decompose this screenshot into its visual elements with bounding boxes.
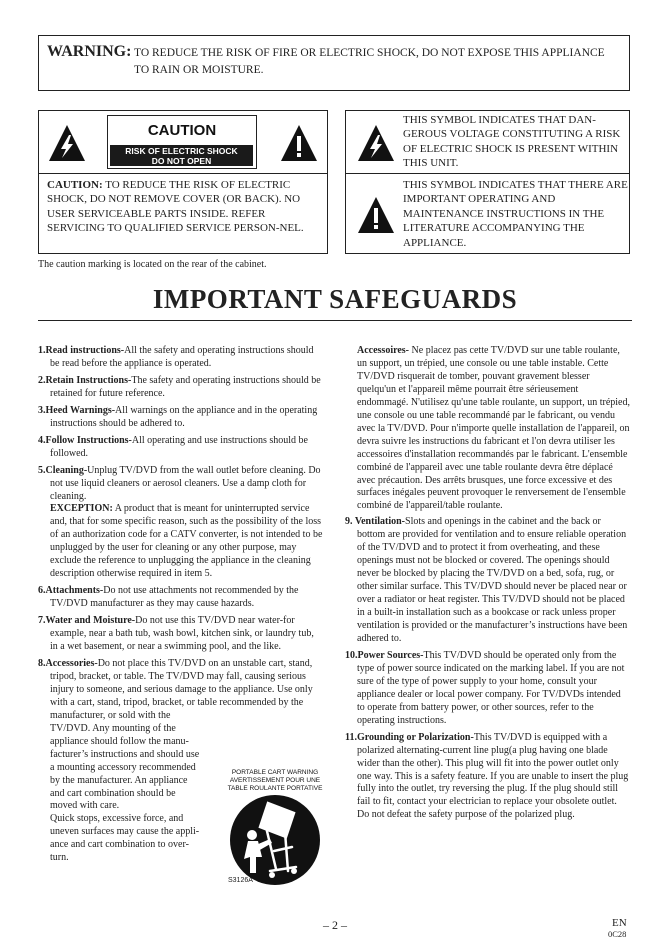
safeguard-item-9 <box>345 516 631 646</box>
item-8-line: a mounting accessory recommended <box>50 761 196 773</box>
accessoires-body: Ne placez pas cette TV/DVD sur une table roulante, un support, un trépied, une console ou une table instable. Cette TV/DVD risquerait de tomber, pouvant gravement blesser quelqu'un et l'appareil même pourrait être sérieusement endommagé. N'utilisez qu'une table roulante, un support, un trépied, une console ou une table recommandé par le fabricant, ou vendu avec la TV/DVD. Pour n'importe quelle installation de l'appareil, on devra suivre les instructions du fabricant et l'on devra utiliser les accessoires d'installation recommandés par le fabricant. L'ensemble combiné de l'appareil avec une table roulante devra être déplacé avec précaution. Des arrêts brusques, une force excessive et des surfaces inégales peuvent provoquer le renversement de l'ensemble combiné de l'appareil/table roulante. <box>357 345 630 512</box>
item-8-line: and cart combination should be <box>50 787 176 799</box>
safeguard-item-2 <box>38 375 324 401</box>
symbol-divider <box>346 173 629 174</box>
item-8-line: facturer’s instructions and should use <box>50 748 200 760</box>
item-body: All warnings on the appliance and in the operating instructions should be adhered to. <box>50 404 318 429</box>
item-heading: 8.Accessories- <box>38 657 98 669</box>
safeguard-item-7 <box>38 615 324 654</box>
item-8-line: appliance should follow the manu- <box>50 735 189 747</box>
item-heading: 10.Power Sources- <box>345 649 424 661</box>
safeguard-item-5 <box>38 465 324 504</box>
safeguard-item-6 <box>38 585 324 611</box>
caution-title: CAUTION <box>147 122 217 139</box>
exclamation-symbol-icon <box>356 195 396 235</box>
safeguard-item-4 <box>38 435 324 461</box>
item-8-line: moved with care. <box>50 800 120 812</box>
warning-box <box>38 35 630 91</box>
caution-sign <box>107 115 257 169</box>
caution-text-label: CAUTION: <box>47 179 103 191</box>
item-heading: 4.Follow Instructions- <box>38 434 132 446</box>
caution-box <box>38 110 328 254</box>
safeguard-item-3 <box>38 405 324 431</box>
exception-paragraph <box>38 503 324 581</box>
caution-location-note: The caution marking is located on the rear of the cabinet. <box>38 259 267 270</box>
item-heading: 2.Retain Instructions- <box>38 374 132 386</box>
item-heading: 11.Grounding or Polarization- <box>345 731 474 743</box>
item-body: Slots and openings in the cabinet and the back or bottom are provided for ventilation and to ensure reliable operation of the TV/DVD and to protect it from overheating, and these openings must not be blocked or covered. The openings should never be blocked by placing the TV/DVD on a bed, sofa, rug, or other similar surface. This TV/DVD should never be placed near or over a radiator or heat register. This TV/DVD should not be placed in a built-in installation such as a bookcase or rack unless proper ventilation is provided or the manufacturer’s instructions have been adhered to. <box>357 516 628 644</box>
item-body: All the safety and operating instructions should be read before the appliance is operated. <box>50 345 314 369</box>
item-8-line: uneven surfaces may cause the appli- <box>50 826 200 838</box>
item-heading: 7.Water and Moisture- <box>38 615 136 627</box>
exception-heading: EXCEPTION: <box>50 503 113 515</box>
safeguard-item-10 <box>345 650 631 728</box>
accessoires-heading: Accessoires- <box>357 345 410 356</box>
page-number: – 2 – <box>323 918 347 932</box>
title-rule <box>38 320 632 321</box>
caution-subtitle-1: RISK OF ELECTRIC SHOCK <box>125 146 238 156</box>
cart-caption-1: PORTABLE CART WARNING <box>231 769 319 776</box>
safeguard-item-11 <box>345 732 631 823</box>
caution-divider <box>39 173 327 174</box>
tipping-cart-icon <box>226 793 324 887</box>
exclamation-warning-icon <box>279 123 319 163</box>
item-8-line: ance and cart combination to over- <box>50 839 189 851</box>
item-heading: 9. Ventilation- <box>345 516 406 528</box>
item-body: This TV/DVD should be operated only from the type of power source indicated on the marking label. If you are not sure of the type of power supply to your home, consult your appliance dealer or local power company. For TV/DVDs intended to operate from battery power, or other sources, refer to the operating instructions. <box>357 649 625 726</box>
item-body: All operating and use instructions should be followed. <box>50 434 308 459</box>
exception-body: A product that is meant for uninterrupted service and, that for some specific reason, such as the possibility of the loss of an authorization code for a CATV converter, is not intended to be unplugged by the user for cleaning or any other purpose, may exclude the reference to unplugging the appliance in the cleaning description otherwise required in item 5. <box>50 503 323 580</box>
item-heading: 3.Heed Warnings- <box>38 404 116 416</box>
lightning-symbol-text: THIS SYMBOL INDICATES THAT DAN-GEROUS VOLTAGE CONSTITUTING A RISK OF ELECTRIC SHOCK IS PRESENT WITHIN THIS UNIT. <box>403 114 621 170</box>
safeguard-item-1 <box>38 345 324 371</box>
caution-text-body: TO REDUCE THE RISK OF ELECTRIC SHOCK, DO NOT REMOVE COVER (OR BACK). NO USER SERVICEABLE PARTS INSIDE. REFER SERVICING TO QUALIFIED SERVICE PERSON-NEL. <box>47 179 304 235</box>
warning-label: WARNING: <box>47 43 132 60</box>
cart-caption-3: TABLE ROULANTE PORTATIVE <box>227 785 323 792</box>
footer-code: 0C28 <box>608 929 627 939</box>
cart-caption-2: AVERTISSEMENT POUR UNE <box>229 777 321 784</box>
item-body: Unplug TV/DVD from the wall outlet before cleaning. Do not use liquid cleaners or aerosol cleaners. Use a damp cloth for cleaning. <box>50 464 321 502</box>
safeguard-item-8 <box>38 658 324 723</box>
right-column <box>345 345 631 826</box>
item-8-line: by the manufacturer. An appliance <box>50 774 188 786</box>
item-body: This TV/DVD is equipped with a polarized alternating-current line plug(a plug having one blade wider than the other). This plug will fit into the power outlet only one way. This is a safety feature. If you are unable to insert the plug fully into the outlet, try reversing the plug. If the plug should still fail to fit, contact your electrician to replace your obsolete outlet. Do not defeat the safety purpose of the polarized plug. <box>357 731 629 821</box>
footer-language: EN <box>612 917 627 929</box>
item-body: Do not place this TV/DVD on an unstable cart, stand, tripod, bracket, or table. The TV/DVD may fall, causing serious injury to someone, and serious damage to the appliance. Use only with a cart, stand, tripod, bracket, or table recommended by the manufacturer, or sold with the <box>50 657 313 721</box>
caution-subtitle-2: DO NOT OPEN <box>151 156 212 166</box>
warning-text-line1: TO REDUCE THE RISK OF FIRE OR ELECTRIC SHOCK, DO NOT EXPOSE THIS APPLIANCE <box>134 47 605 59</box>
item-8-line: turn. <box>50 852 69 864</box>
item-body: The safety and operating instructions should be retained for future reference. <box>50 374 321 399</box>
item-heading: 6.Attachments- <box>38 585 104 597</box>
lightning-warning-icon <box>47 123 87 163</box>
caution-text <box>47 178 322 236</box>
lightning-symbol-icon <box>356 123 396 163</box>
exclamation-symbol-text: THIS SYMBOL INDICATES THAT THERE ARE IMPORTANT OPERATING AND MAINTENANCE INSTRUCTIONS IN THE LITERATURE ACCOMPANYING THE APPLIANCE. <box>403 179 628 249</box>
warning-text-line2: TO RAIN OR MOISTURE. <box>134 64 264 76</box>
cart-figure-code: S3126A <box>228 877 253 884</box>
item-body: Do not use this TV/DVD near water-for example, near a bath tub, wash bowl, kitchen sink, or laundry tub, in a wet basement, or near a swimming pool, and the like. <box>50 615 314 653</box>
page-title: IMPORTANT SAFEGUARDS <box>152 284 518 314</box>
item-body: Do not use attachments not recommended by the TV/DVD manufacturer as they may cause hazards. <box>50 585 299 610</box>
portable-cart-warning-figure <box>220 765 330 895</box>
item-heading: 1.Read instructions- <box>38 345 125 356</box>
item-heading: 5.Cleaning- <box>38 464 88 476</box>
item-8-line: TV/DVD. Any mounting of the <box>50 722 176 734</box>
caution-bar <box>110 145 253 166</box>
accessoires-paragraph <box>345 345 631 513</box>
item-8-line: Quick stops, excessive force, and <box>50 813 184 825</box>
symbol-explanation-box <box>345 110 630 254</box>
